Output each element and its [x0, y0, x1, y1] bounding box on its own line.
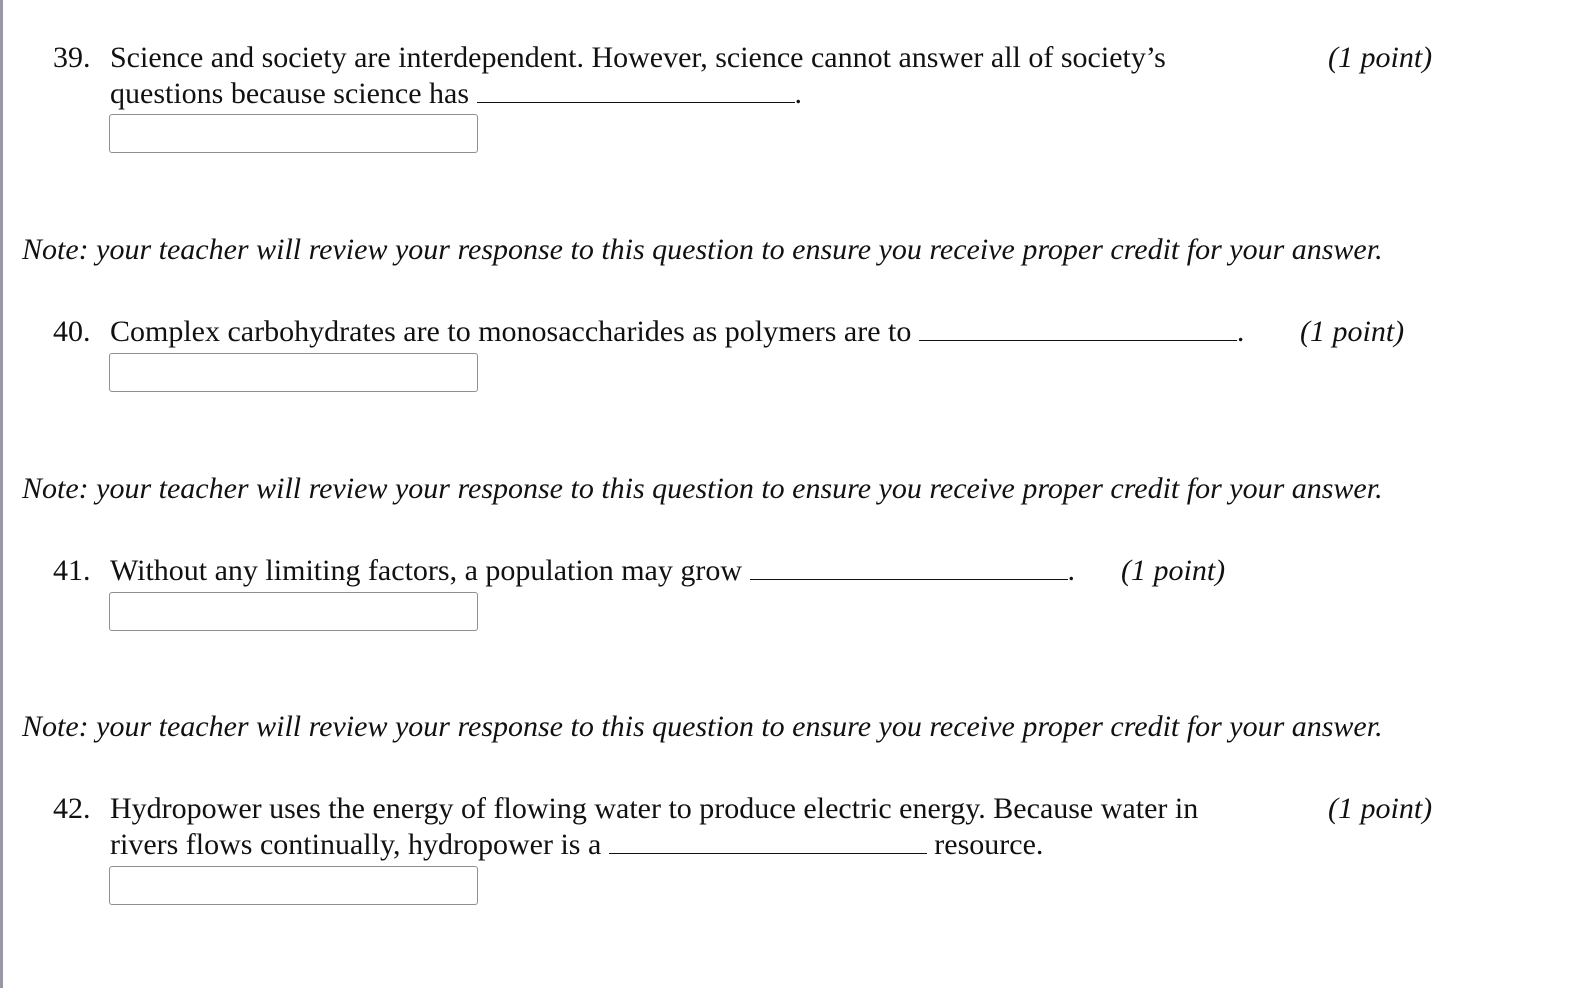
question-text-after-blank: .	[1067, 554, 1076, 587]
question-text-line2	[110, 827, 1043, 863]
fill-in-blank	[477, 101, 795, 103]
answer-input-40[interactable]	[109, 353, 478, 392]
answer-input-39[interactable]	[109, 114, 478, 153]
teacher-review-note: Note: your teacher will review your response to this question to ensure you receive proper credit for your answer.	[22, 710, 1383, 743]
points-label: (1 point)	[1121, 554, 1226, 587]
teacher-review-note: Note: your teacher will review your response to this question to ensure you receive proper credit for your answer.	[22, 233, 1383, 266]
question-41	[53, 553, 1473, 593]
question-text-before-blank: Complex carbohydrates are to monosaccharides as polymers are to	[110, 315, 912, 348]
question-text-before-blank: questions because science has	[110, 77, 470, 110]
question-number: 39.	[53, 41, 91, 74]
points-label: (1 point)	[1328, 792, 1433, 825]
question-text-after-blank: resource.	[934, 828, 1044, 861]
answer-input-41[interactable]	[109, 592, 478, 631]
question-number: 41.	[53, 554, 91, 587]
points-label: (1 point)	[1328, 41, 1433, 74]
answer-input-42[interactable]	[109, 866, 478, 905]
fill-in-blank	[750, 578, 1068, 580]
question-42	[53, 791, 1473, 871]
question-text-line1: Hydropower uses the energy of flowing water to produce electric energy. Because water in	[110, 792, 1199, 825]
question-text-line1	[110, 553, 1075, 589]
page-left-border	[0, 0, 3, 988]
teacher-review-note: Note: your teacher will review your response to this question to ensure you receive proper credit for your answer.	[22, 472, 1383, 505]
question-text-after-blank: .	[794, 77, 803, 110]
question-text-line1	[110, 314, 1244, 350]
fill-in-blank	[919, 339, 1237, 341]
question-40	[53, 314, 1473, 354]
question-number: 42.	[53, 792, 91, 825]
question-text-before-blank: Without any limiting factors, a population may grow	[110, 554, 743, 587]
question-number: 40.	[53, 315, 91, 348]
question-text-line2	[110, 76, 802, 112]
question-text-after-blank: .	[1236, 315, 1245, 348]
points-label: (1 point)	[1300, 315, 1405, 348]
question-text-before-blank: rivers flows continually, hydropower is a	[110, 828, 602, 861]
question-text-line1: Science and society are interdependent. However, science cannot answer all of society’s	[110, 41, 1166, 74]
fill-in-blank	[609, 852, 927, 854]
